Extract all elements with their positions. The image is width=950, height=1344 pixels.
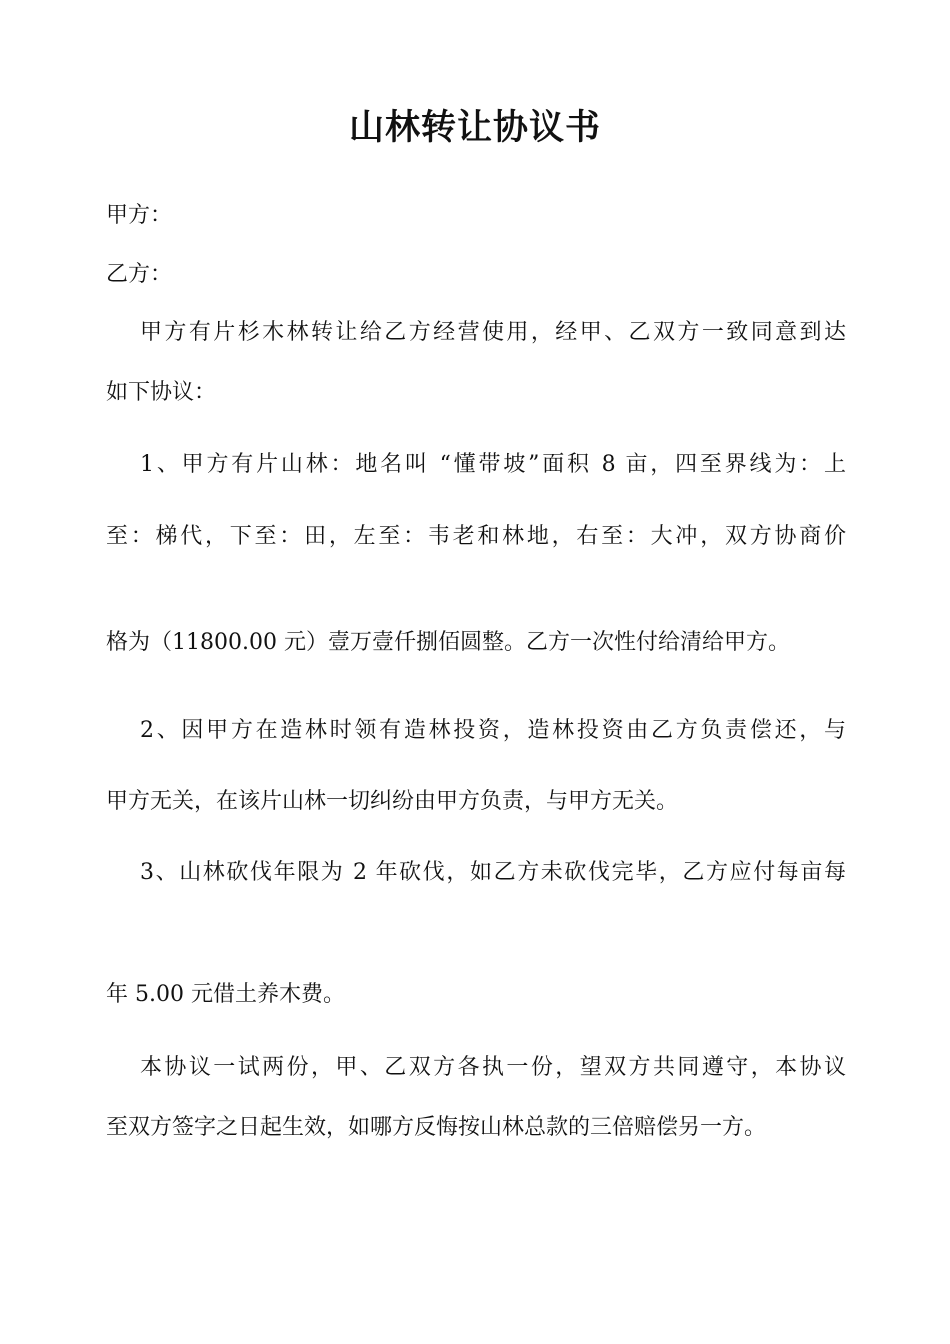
clause-1-line-1: 1、甲方有片山林：地名叫 “懂带坡”面积 8 亩，四至界线为：上	[140, 452, 846, 477]
document-title: 山林转让协议书	[348, 108, 601, 148]
party-a-label: 甲方：	[106, 203, 173, 228]
party-b-label: 乙方：	[106, 262, 173, 287]
intro-line-2: 如下协议：	[106, 380, 217, 405]
closing-line-1: 本协议一试两份，甲、乙双方各执一份，望双方共同遵守，本协议	[140, 1055, 846, 1080]
intro-line-1: 甲方有片杉木林转让给乙方经营使用，经甲、乙双方一致同意到达	[140, 320, 846, 345]
closing-line-2: 至双方签字之日起生效，如哪方反悔按山林总款的三倍赔偿另一方。	[106, 1115, 767, 1140]
clause-1-line-3: 格为（11800.00 元）壹万壹仟捌佰圆整。乙方一次性付给清给甲方。	[106, 630, 790, 655]
clause-2-line-1: 2、因甲方在造林时领有造林投资，造林投资由乙方负责偿还，与	[140, 718, 846, 743]
clause-3-line-2: 年 5.00 元借土养木费。	[106, 982, 345, 1007]
clause-1-line-2: 至：梯代，下至：田，左至：韦老和林地，右至：大冲，双方协商价	[106, 524, 846, 549]
clause-2-line-2: 甲方无关，在该片山林一切纠纷由甲方负责，与甲方无关。	[106, 789, 679, 814]
clause-3-line-1: 3、山林砍伐年限为 2 年砍伐，如乙方未砍伐完毕，乙方应付每亩每	[140, 860, 846, 885]
